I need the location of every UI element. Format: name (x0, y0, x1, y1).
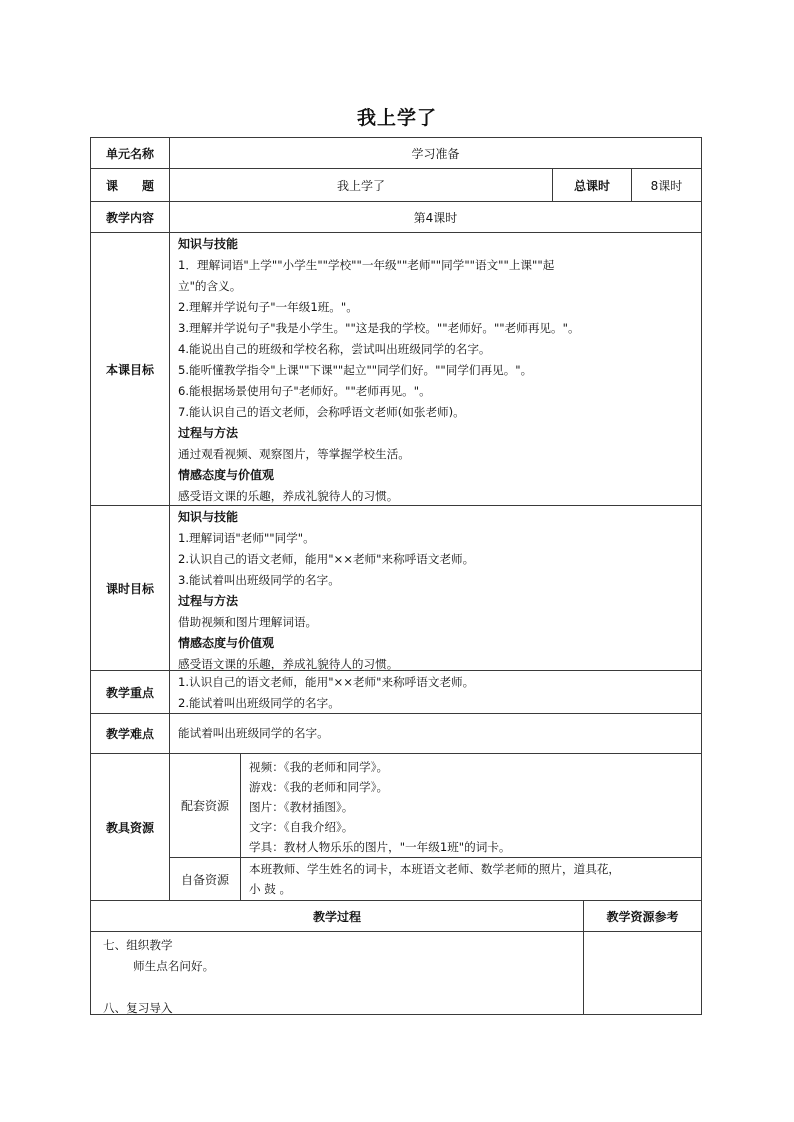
matching-resource-image: 图片：《教材插图》。 (249, 800, 354, 814)
self-prepared-content (240, 857, 702, 901)
period-goal-heading: 过程与方法 (178, 594, 239, 608)
period-goals-label: 课时目标 (90, 505, 170, 671)
period-goal-heading: 知识与技能 (178, 510, 239, 524)
matching-resources-label: 配套资源 (169, 753, 241, 858)
period-goal-line: 2.认识自己的语文老师，能用"××老师"来称呼语文老师。 (178, 552, 475, 566)
course-goal-heading: 知识与技能 (178, 237, 239, 251)
course-goal-heading: 情感态度与价值观 (178, 468, 275, 482)
period-goal-heading: 情感态度与价值观 (178, 636, 275, 650)
period-goal-line: 感受语文课的乐趣，养成礼貌待人的习惯。 (178, 657, 399, 671)
period-goals-content (169, 505, 702, 671)
process-line: 七、组织教学 (103, 938, 173, 952)
course-goal-line: 2.理解并学说句子"一年级1班。"。 (178, 300, 358, 314)
process-line (103, 977, 583, 998)
matching-resource-video: 视频：《我的老师和同学》。 (249, 760, 389, 774)
matching-resource-tools: 学具：教材人物乐乐的图片，"一年级1班"的词卡。 (249, 840, 511, 854)
self-prepared-label: 自备资源 (169, 857, 241, 901)
difficulties-content: 能试着叫出班级同学的名字。 (169, 713, 702, 754)
self-prepared-line-1: 本班教师、学生姓名的词卡，本班语文老师、数学老师的照片，道具花， (249, 862, 621, 876)
topic-value: 我上学了 (169, 168, 553, 202)
period-goal-line: 3.能试着叫出班级同学的名字。 (178, 573, 340, 587)
resource-reference-content (583, 931, 702, 1015)
course-goal-heading: 过程与方法 (178, 426, 239, 440)
matching-resource-game: 游戏：《我的老师和同学》。 (249, 780, 389, 794)
unit-name-label: 单元名称 (90, 137, 170, 169)
matching-resource-text: 文字：《自我介绍》。 (249, 820, 354, 834)
content-value: 第4课时 (169, 201, 702, 233)
matching-resources-content (240, 753, 702, 858)
period-goal-line: 借助视频和图片理解词语。 (178, 615, 318, 629)
period-goal-line: 1.理解词语"老师""同学"。 (178, 531, 315, 545)
key-point-1: 1.认识自己的语文老师，能用"××老师"来称呼语文老师。 (178, 675, 475, 689)
key-points-label: 教学重点 (90, 670, 170, 714)
course-goal-line: 立"的含义。 (178, 279, 242, 293)
resources-label: 教具资源 (90, 753, 170, 901)
difficulties-label: 教学难点 (90, 713, 170, 754)
content-label: 教学内容 (90, 201, 170, 233)
resource-reference-header: 教学资源参考 (583, 900, 702, 932)
self-prepared-line-2: 小 鼓 。 (249, 882, 292, 896)
course-goal-line: 1．理解词语"上学""小学生""学校""一年级""老师""同学""语文""上课""起 (178, 258, 555, 272)
process-line: 八、复习导入 (103, 1001, 173, 1015)
total-periods-label: 总课时 (552, 168, 632, 202)
course-goal-line: 感受语文课的乐趣，养成礼貌待人的习惯。 (178, 489, 399, 503)
key-point-2: 2.能试着叫出班级同学的名字。 (178, 696, 340, 710)
topic-label: 课 题 (90, 168, 170, 202)
key-points-content (169, 670, 702, 714)
course-goal-line: 7.能认识自己的语文老师，会称呼语文老师(如张老师)。 (178, 405, 465, 419)
course-goal-line: 3.理解并学说句子"我是小学生。""这是我的学校。""老师好。""老师再见。"。 (178, 321, 580, 335)
page-title: 我上学了 (356, 107, 437, 129)
course-goals-label: 本课目标 (90, 232, 170, 506)
unit-name-value: 学习准备 (169, 137, 702, 169)
process-content (90, 931, 584, 1015)
course-goal-line: 5.能听懂教学指令"上课""下课""起立""同学们好。""同学们再见。"。 (178, 363, 533, 377)
course-goal-line: 通过观看视频、观察图片，等掌握学校生活。 (178, 447, 410, 461)
total-periods-value: 8课时 (631, 168, 702, 202)
course-goals-content (169, 232, 702, 506)
process-header: 教学过程 (90, 900, 584, 932)
process-line: 师生点名问好。 (133, 959, 215, 973)
course-goal-line: 4.能说出自己的班级和学校名称，尝试叫出班级同学的名字。 (178, 342, 491, 356)
course-goal-line: 6.能根据场景使用句子"老师好。""老师再见。"。 (178, 384, 431, 398)
